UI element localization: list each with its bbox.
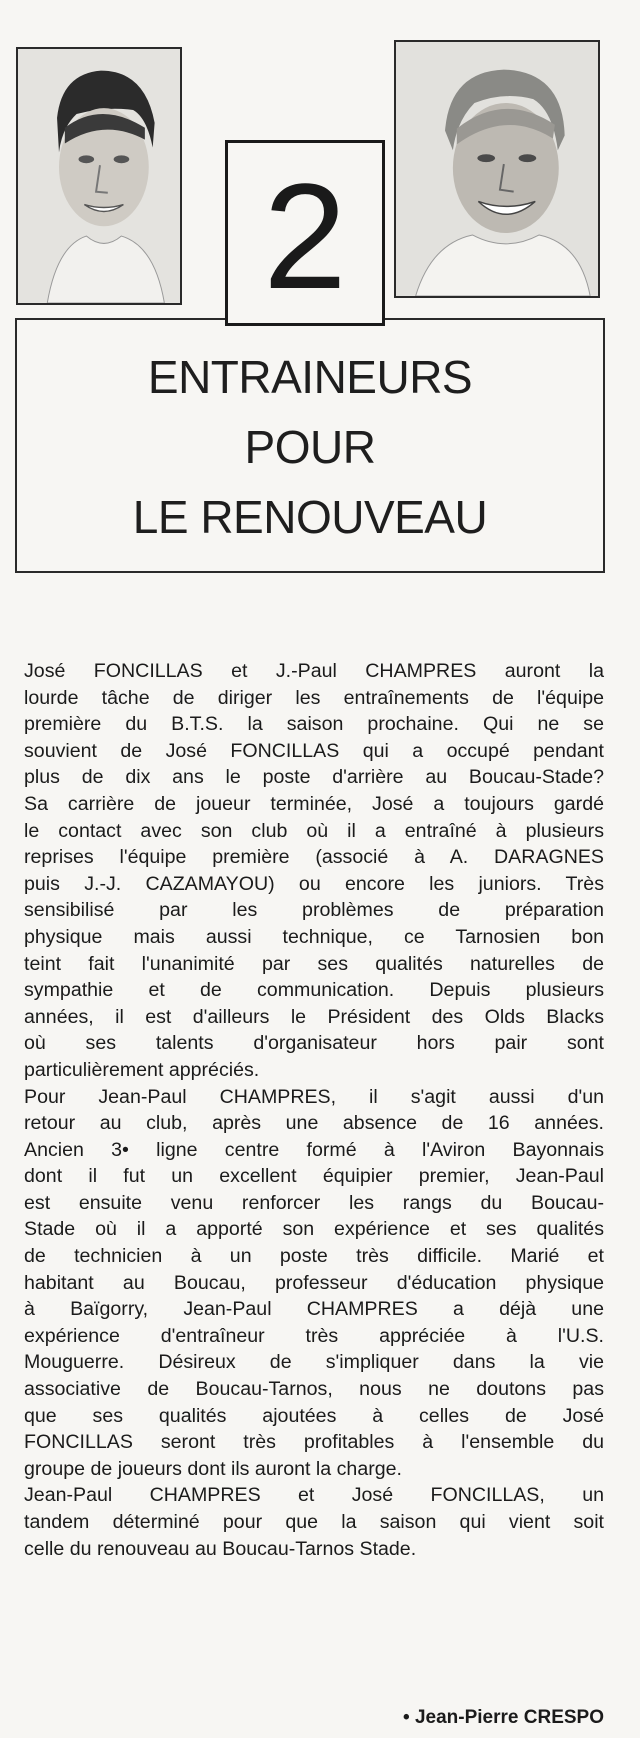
article-line: plus de dix ans le poste d'arrière au Boucau-Stade? bbox=[24, 766, 604, 789]
article-line: expérience d'entraîneur très appréciée à l'U.S. bbox=[24, 1324, 604, 1347]
article-line: teint fait l'unanimité par ses qualités naturelles de bbox=[24, 952, 604, 975]
headline-line-3: LE RENOUVEAU bbox=[132, 491, 488, 543]
article-line: sensibilisé par les problèmes de préparation bbox=[24, 899, 604, 922]
article-line: à Baïgorry, Jean-Paul CHAMPRES a déjà une bbox=[24, 1298, 604, 1321]
article-body bbox=[24, 658, 604, 1562]
author-signature: • Jean-Pierre CRESPO bbox=[403, 1707, 604, 1728]
article-line: particulièrement appréciés. bbox=[24, 1058, 260, 1081]
article-line: première du B.T.S. la saison prochaine. Qui ne se bbox=[24, 713, 604, 736]
article-line: que ses qualités ajoutées à celles de José bbox=[24, 1404, 604, 1427]
article-line: puis J.-J. CAZAMAYOU) ou encore les juniors. Très bbox=[24, 872, 604, 895]
article-line: Pour Jean-Paul CHAMPRES, il s'agit aussi d'un bbox=[24, 1085, 604, 1108]
article-line: tandem déterminé pour que la saison qui vient soit bbox=[24, 1511, 604, 1533]
number-box bbox=[225, 140, 385, 326]
article-line: Ancien 3• ligne centre formé à l'Aviron Bayonnais bbox=[24, 1138, 604, 1161]
article-line: Mouguerre. Désireux de s'impliquer dans la vie bbox=[24, 1351, 604, 1374]
article-line: habitant au Boucau, professeur d'éducation physique bbox=[24, 1271, 604, 1294]
article-line: Jean-Paul CHAMPRES et José FONCILLAS, un bbox=[24, 1484, 604, 1507]
article-line: est ensuite venu renforcer les rangs du Boucau- bbox=[24, 1191, 604, 1214]
article-line: Stade où il a apporté son expérience et ses qualités bbox=[24, 1218, 604, 1241]
article-line: dont il fut un excellent équipier premier, Jean-Paul bbox=[24, 1165, 604, 1188]
article-line: Sa carrière de joueur terminée, José a toujours gardé bbox=[24, 792, 604, 815]
article-line: le contact avec son club où il a entraîné à plusieurs bbox=[24, 819, 604, 842]
article-line: José FONCILLAS et J.-Paul CHAMPRES auront la bbox=[24, 660, 604, 682]
portrait-image bbox=[18, 49, 180, 303]
headline-box bbox=[15, 318, 605, 573]
article-line: groupe de joueurs dont ils auront la charge. bbox=[24, 1457, 402, 1480]
portrait-image bbox=[396, 42, 598, 296]
article-line: celle du renouveau au Boucau-Tarnos Stade. bbox=[24, 1537, 417, 1560]
headline-line-1: ENTRAINEURS bbox=[147, 351, 473, 403]
article-line: reprises l'équipe première (associé à A. DARAGNES bbox=[24, 846, 604, 869]
coach-photo-left bbox=[16, 47, 182, 305]
article-line: physique mais aussi technique, ce Tarnosien bon bbox=[24, 925, 604, 948]
article-line: associative de Boucau-Tarnos, nous ne doutons pas bbox=[24, 1378, 604, 1401]
article-line: souvient de José FONCILLAS qui a occupé pendant bbox=[24, 739, 604, 762]
headline-number: 2 bbox=[263, 152, 347, 320]
article-line: FONCILLAS seront très profitables à l'ensemble du bbox=[24, 1431, 604, 1454]
article-line: retour au club, après une absence de 16 années. bbox=[24, 1112, 604, 1135]
article-line: années, il est d'ailleurs le Président des Olds Blacks bbox=[24, 1005, 604, 1028]
article-line: de technicien à un poste très difficile. Marié et bbox=[24, 1245, 604, 1268]
article-line: où ses talents d'organisateur hors pair sont bbox=[24, 1032, 604, 1055]
article-line: lourde tâche de diriger les entraînements de l'équipe bbox=[24, 686, 604, 709]
coach-photo-right bbox=[394, 40, 600, 298]
headline-line-2: POUR bbox=[244, 421, 376, 473]
article-line: sympathie et de communication. Depuis plusieurs bbox=[24, 979, 604, 1002]
